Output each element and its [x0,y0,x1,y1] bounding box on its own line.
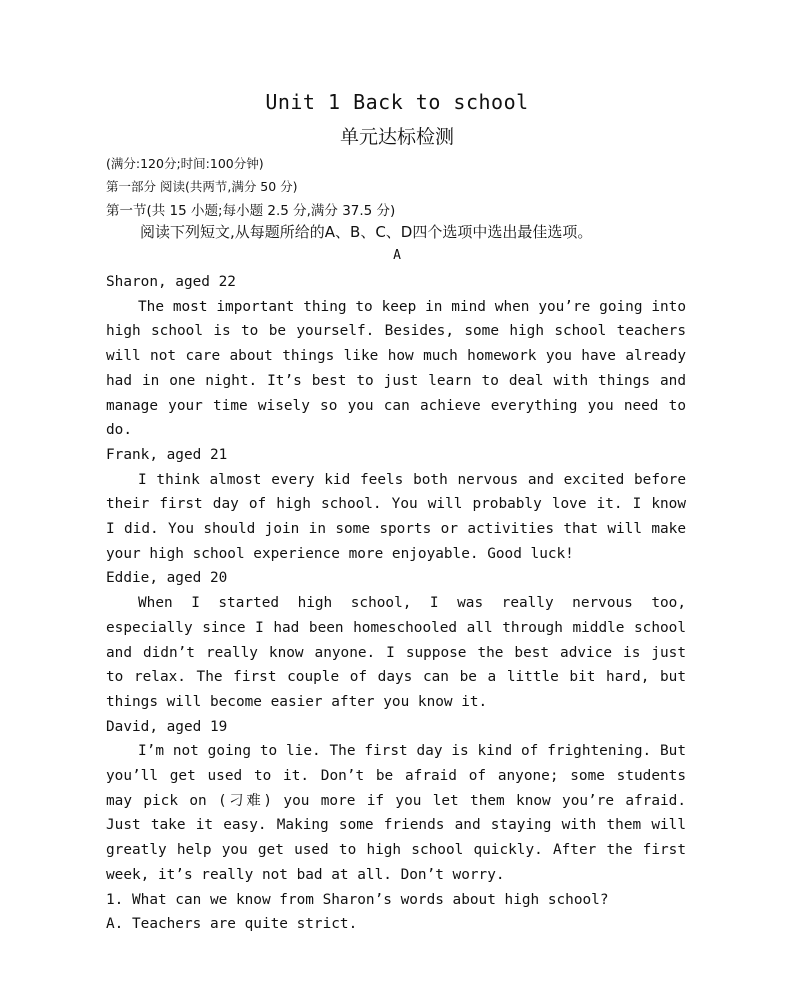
question-1-option-a: A. Teachers are quite strict. [106,916,358,933]
speaker-paragraph: I think almost every kid feels both nervous and excited before their first day of high school. You will probably love it. I know I did. You should join in some sports or activities that will make your high school experience more enjoyable. Good luck! [106,471,686,562]
page-subtitle: 单元达标检测 [339,126,454,148]
question-1: 1. What can we know from Sharon’s words about high school? [106,891,609,908]
speaker-name: Eddie, aged 20 [106,570,228,587]
passage-body [106,270,686,937]
speaker-paragraph: The most important thing to keep in mind when you’re going into high school is to be yourself. Besides, some high school teachers will not care about things like how much homework you have already had in one night. It’s best to just learn to deal with things and manage your time wisely so you can achieve everything you need to do. [106,298,686,439]
speaker-name: Sharon, aged 22 [106,274,236,290]
section-one-heading: 第一节(共 15 小题;每小题 2.5 分,满分 37.5 分) [106,203,396,219]
score-time-note: (满分:120分;时间:100分钟) [106,156,264,171]
speaker-name: Frank, aged 21 [106,446,228,463]
passage-letter: A [393,248,401,263]
reading-instruction: 阅读下列短文,从每题所给的A、B、C、D四个选项中选出最佳选项。 [140,223,593,241]
speaker-paragraph: When I started high school, I was really nervous too, especially since I had been homeschooled all through middle school and didn’t really know anyone. I suppose the best advice is just to relax. The first couple of days can be a little bit hard, but things will become easier after you know it. [106,595,686,710]
part-one-heading: 第一部分 阅读(共两节,满分 50 分) [106,179,298,194]
speaker-paragraph: I’m not going to lie. The first day is kind of frightening. But you’ll get used to it. Don’t be afraid of anyone; some students may pick on (刁难) you more if you let them know you’re afraid. Just take it easy. Making some friends and staying with them will greatly help you get used to high school quickly. After the first week, it’s really not bad at all. Don’t worry. [106,743,686,883]
speaker-name: David, aged 19 [106,718,228,735]
page-title: Unit 1 Back to school [265,90,529,114]
